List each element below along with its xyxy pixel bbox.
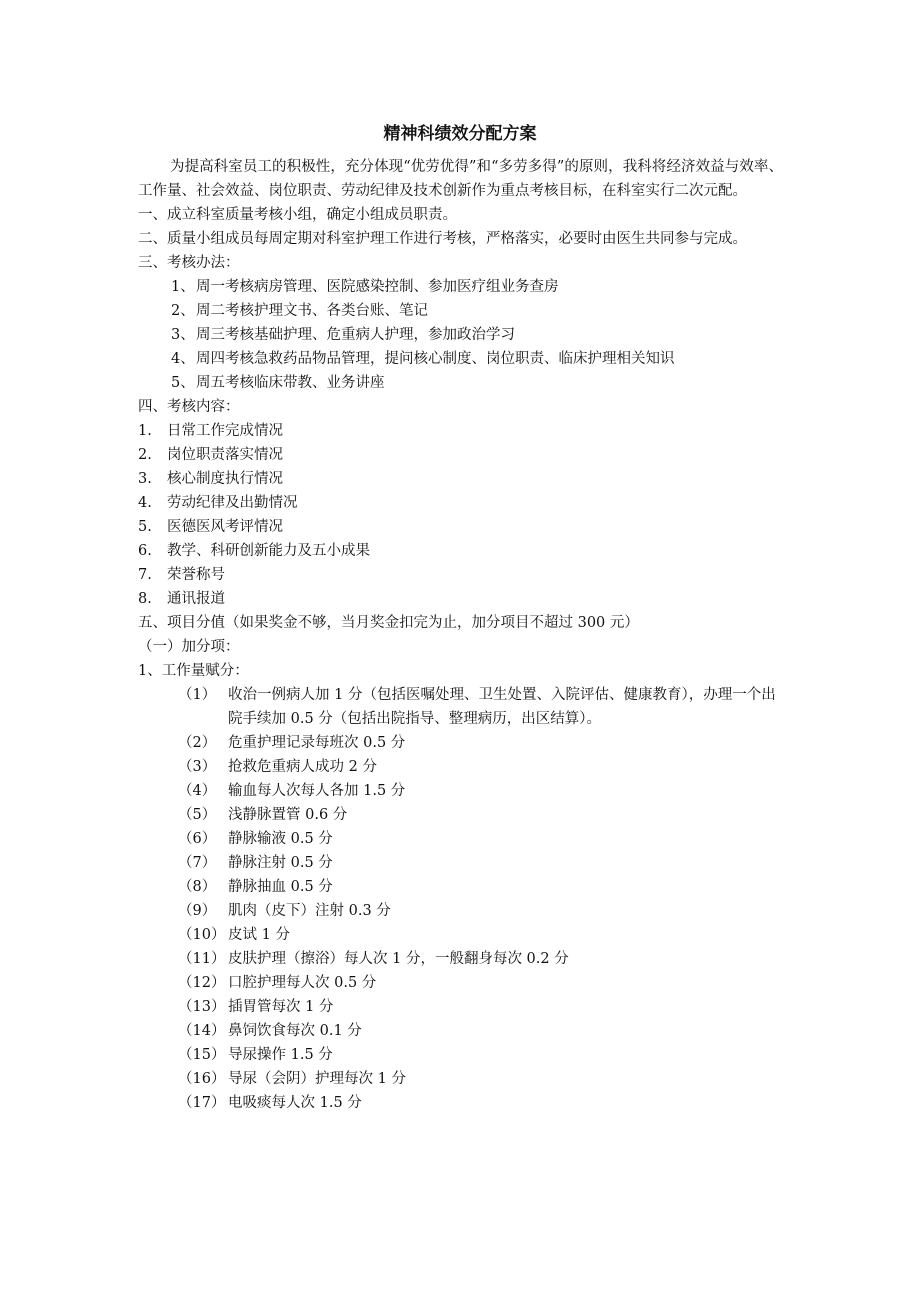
list-item: 1、周一考核病房管理、医院感染控制、参加医疗组业务查房 [171, 279, 559, 295]
list-item: （4） 输血每人次每人各加 1.5 分 [178, 783, 406, 799]
list-item: （17） 电吸痰每人次 1.5 分 [178, 1095, 362, 1111]
list-item: 2. 岗位职责落实情况 [138, 447, 283, 463]
workload-heading: 1、工作量赋分： [138, 663, 249, 679]
list-item: （10） 皮试 1 分 [178, 927, 290, 943]
list-item: （1） 收治一例病人加 1 分（包括医嘱处理、卫生处置、入院评估、健康教育），办理一个出院手续加 0.5 分（包括出院指导、整理病历，出区结算）。 [178, 687, 776, 727]
assessment-method-list [138, 275, 783, 395]
list-item: （12） 口腔护理每人次 0.5 分 [178, 975, 377, 991]
list-item: 4、周四考核急救药品物品管理，提问核心制度、岗位职责、临床护理相关知识 [171, 351, 675, 367]
list-item: 5. 医德医风考评情况 [138, 519, 283, 535]
list-item: （8） 静脉抽血 0.5 分 [178, 879, 333, 895]
list-item: （9） 肌肉（皮下）注射 0.3 分 [178, 903, 391, 919]
assessment-content-list [138, 419, 783, 611]
list-item: （2） 危重护理记录每班次 0.5 分 [178, 735, 406, 751]
section-1: 一、成立科室质量考核小组，确定小组成员职责。 [138, 207, 457, 223]
list-item: （7） 静脉注射 0.5 分 [178, 855, 333, 871]
list-item: 3. 核心制度执行情况 [138, 471, 283, 487]
section-4-heading: 四、考核内容： [138, 399, 240, 415]
workload-score-list [138, 683, 783, 1115]
section-3-heading: 三、考核办法： [138, 255, 240, 271]
list-item: （5） 浅静脉置管 0.6 分 [178, 807, 348, 823]
intro-paragraph: 为提高科室员工的积极性，充分体现“优劳优得”和“多劳多得”的原则，我科将经济效益与效率、工作量、社会效益、岗位职责、劳动纪律及技术创新作为重点考核目标，在科室实行二次元配。 [138, 159, 783, 199]
list-item: 1. 日常工作完成情况 [138, 423, 283, 439]
list-item: 6. 教学、科研创新能力及五小成果 [138, 543, 370, 559]
document-body [138, 155, 783, 1115]
list-item: （11） 皮肤护理（擦浴）每人次 1 分，一般翻身每次 0.2 分 [178, 951, 569, 967]
list-item: （3） 抢救危重病人成功 2 分 [178, 759, 377, 775]
list-item: （13） 插胃管每次 1 分 [178, 999, 334, 1015]
list-item: 4. 劳动纪律及出勤情况 [138, 495, 298, 511]
list-item: 7. 荣誉称号 [138, 567, 225, 583]
list-item: 3、周三考核基础护理、危重病人护理，参加政治学习 [171, 327, 515, 343]
bonus-heading: （一）加分项： [138, 639, 240, 655]
list-item: （16） 导尿（会阴）护理每次 1 分 [178, 1071, 406, 1087]
list-item: （6） 静脉输液 0.5 分 [178, 831, 333, 847]
list-item: （14） 鼻饲饮食每次 0.1 分 [178, 1023, 362, 1039]
list-item: 5、周五考核临床带教、业务讲座 [171, 375, 385, 391]
section-2: 二、质量小组成员每周定期对科室护理工作进行考核，严格落实，必要时由医生共同参与完成。 [138, 231, 747, 247]
list-item: 8. 通讯报道 [138, 591, 225, 607]
section-5-heading: 五、项目分值（如果奖金不够，当月奖金扣完为止，加分项目不超过 300 元） [138, 615, 639, 631]
list-item: （15） 导尿操作 1.5 分 [178, 1047, 333, 1063]
list-item: 2、周二考核护理文书、各类台账、笔记 [171, 303, 428, 319]
document-title: 精神科绩效分配方案 [383, 124, 537, 144]
